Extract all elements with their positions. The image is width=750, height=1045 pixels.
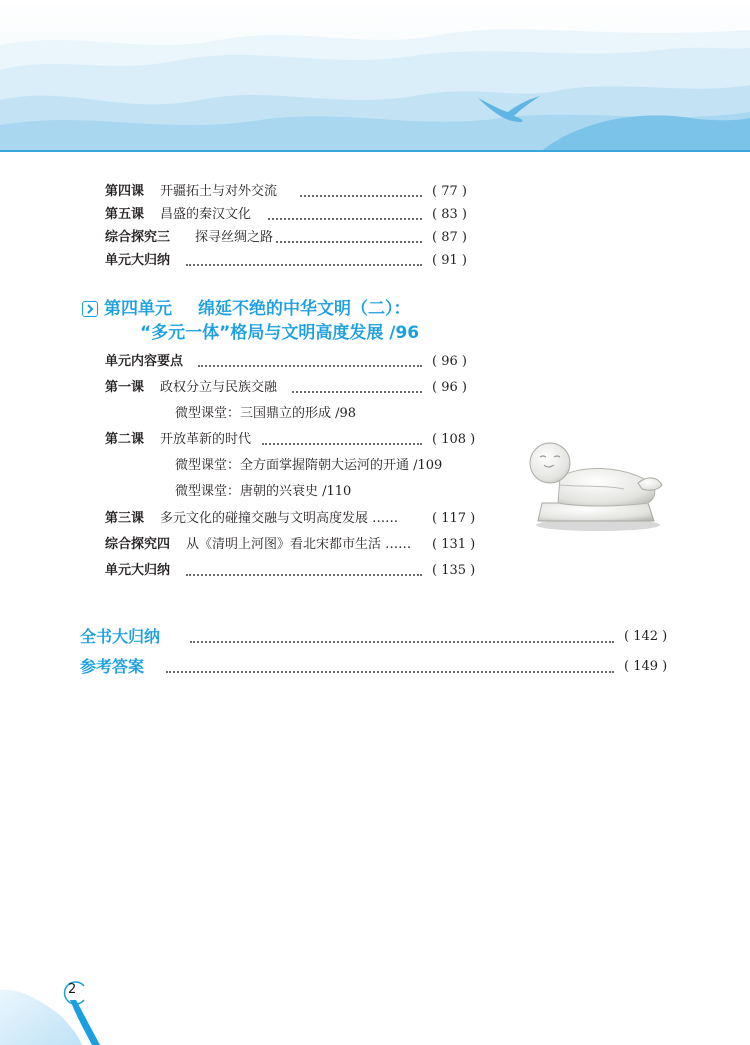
toc-label: 第二课	[105, 432, 145, 447]
toc-title: 开放革新的时代	[160, 432, 252, 447]
chevron-right-icon	[82, 301, 98, 317]
leader-dots	[300, 195, 422, 197]
toc-page: ( 96 )	[432, 354, 467, 369]
header-rule	[0, 150, 750, 152]
toc-label: 单元大归纳	[105, 253, 171, 268]
toc-subrow[interactable]	[0, 402, 750, 426]
toc-title: 从《清明上河图》看北宋都市生活 ……	[186, 537, 412, 552]
toc-page: ( 142 )	[624, 629, 668, 644]
porcelain-figurine-image	[520, 425, 670, 535]
toc-label: 第一课	[105, 380, 145, 395]
toc-major-row[interactable]	[80, 654, 680, 680]
toc-major-row[interactable]	[80, 624, 680, 650]
toc-title: 微型课堂：唐朝的兴衰史 /110	[175, 484, 352, 499]
toc-title: 昌盛的秦汉文化	[160, 207, 252, 222]
toc-page: ( 96 )	[432, 380, 467, 395]
leader-dots	[276, 241, 422, 243]
toc-page: ( 87 )	[432, 230, 467, 245]
toc-page: ( 108 )	[432, 432, 476, 447]
toc-title: 微型课堂：全方面掌握隋朝大运河的开通 /109	[175, 458, 443, 473]
toc-title: 开疆拓土与对外交流	[160, 184, 278, 199]
leader-dots	[292, 391, 422, 393]
toc-row[interactable]	[0, 533, 750, 557]
toc-label: 第三课	[105, 511, 145, 526]
toc-label: 单元大归纳	[105, 563, 171, 578]
toc-title: 多元文化的碰撞交融与文明高度发展 ……	[160, 511, 399, 526]
toc-row[interactable]	[0, 376, 750, 400]
toc-label: 第五课	[105, 207, 145, 222]
leader-dots	[186, 574, 422, 576]
toc-page: ( 131 )	[432, 537, 476, 552]
toc-title: 政权分立与民族交融	[160, 380, 278, 395]
leader-dots	[166, 671, 614, 673]
leader-dots	[268, 218, 422, 220]
toc-page: ( 91 )	[432, 253, 467, 268]
unit-title-line1: 绵延不绝的中华文明（二）：	[198, 299, 411, 319]
leader-dots	[186, 264, 422, 266]
toc-row[interactable]	[0, 226, 750, 250]
header-banner	[0, 0, 750, 152]
toc-row[interactable]	[0, 249, 750, 273]
page-number: 2	[60, 978, 88, 1006]
toc-row[interactable]	[0, 203, 750, 227]
toc-page: ( 77 )	[432, 184, 467, 199]
leader-dots	[198, 365, 422, 367]
toc-major-label: 全书大归纳	[80, 627, 161, 646]
toc-row[interactable]	[0, 350, 750, 374]
toc-page: ( 135 )	[432, 563, 476, 578]
unit-label: 第四单元	[104, 299, 172, 319]
toc-row[interactable]	[0, 180, 750, 204]
toc-major-label: 参考答案	[80, 657, 145, 676]
unit-title-line2: “多元一体”格局与文明高度发展 /96	[140, 323, 420, 343]
toc-title: 探寻丝绸之路	[195, 230, 274, 245]
toc-page: ( 149 )	[624, 659, 668, 674]
toc-page: ( 117 )	[432, 511, 476, 526]
leader-dots	[262, 443, 422, 445]
toc-label: 综合探究三	[105, 230, 171, 245]
leader-dots	[190, 641, 614, 643]
toc-label: 第四课	[105, 184, 145, 199]
toc-row[interactable]	[0, 559, 750, 583]
toc-label: 综合探究四	[105, 537, 171, 552]
toc-page: ( 83 )	[432, 207, 467, 222]
toc-title: 微型课堂：三国鼎立的形成 /98	[175, 406, 357, 421]
toc-label: 单元内容要点	[105, 354, 184, 369]
